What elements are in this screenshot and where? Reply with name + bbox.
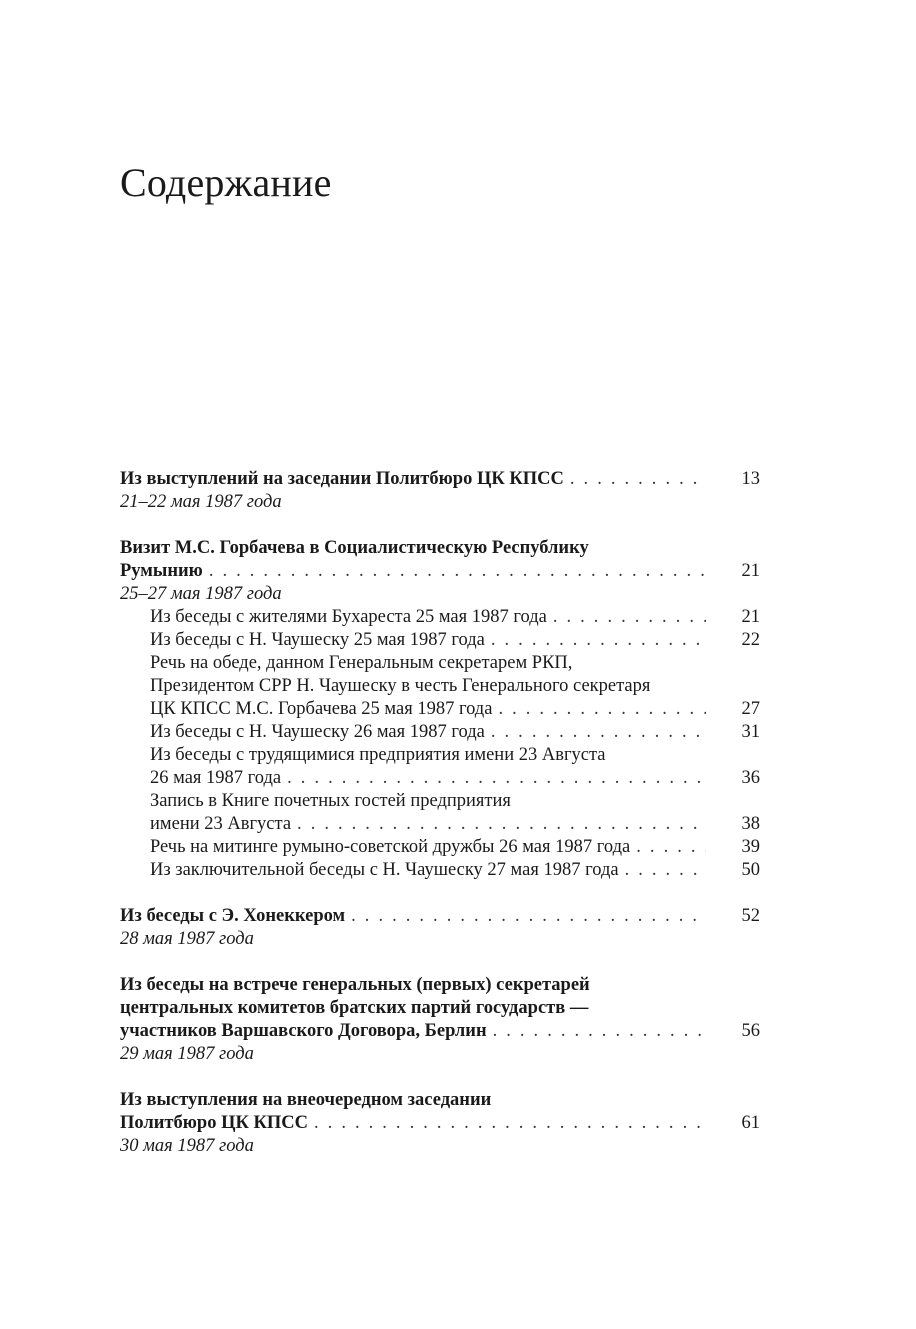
toc-entry-title: Из выступлений на заседании Политбюро ЦК КПСС — [120, 469, 564, 489]
dot-leader — [498, 698, 706, 721]
toc-entry-title: Из заключительной беседы с Н. Чаушеску 27 мая 1987 года — [150, 860, 619, 880]
toc-entry-title: имени 23 Августа — [150, 814, 292, 834]
page-number: 27 — [741, 699, 760, 719]
page-number: 31 — [741, 722, 760, 742]
toc-subentry — [120, 836, 760, 859]
toc-line — [120, 675, 760, 698]
toc-line[interactable] — [120, 859, 760, 882]
toc-line — [120, 974, 760, 997]
page-number: 21 — [741, 607, 760, 627]
toc-line — [120, 790, 760, 813]
dot-leader — [636, 836, 706, 859]
page-number: 22 — [741, 630, 760, 650]
toc-entry-title: Речь на обеде, данном Генеральным секретарем РКП, — [150, 653, 573, 673]
page-number: 52 — [741, 906, 760, 926]
toc-line[interactable] — [120, 836, 760, 859]
toc-entry-title: участников Варшавского Договора, Берлин — [120, 1021, 487, 1041]
toc-line[interactable] — [120, 1020, 760, 1043]
toc-section — [120, 974, 760, 1066]
page-number: 61 — [741, 1113, 760, 1133]
page-number: 36 — [741, 768, 760, 788]
toc-entry-title: центральных комитетов братских партий государств — — [120, 998, 589, 1018]
toc-entry-title: Из беседы с Э. Хонеккером — [120, 906, 346, 926]
toc-line[interactable] — [120, 813, 760, 836]
toc-entry-title: Румынию — [120, 561, 203, 581]
dot-leader — [351, 905, 706, 928]
page-number: 39 — [741, 837, 760, 857]
toc-entry-title: Запись в Книге почетных гостей предприятия — [150, 791, 511, 811]
toc-entry-title: Из выступления на внеочередном заседании — [120, 1090, 492, 1110]
page-number: 50 — [741, 860, 760, 880]
page-title: Содержание — [120, 160, 332, 205]
section-date: 30 мая 1987 года — [120, 1136, 254, 1156]
toc-entry-title: Из беседы с Н. Чаушеску 25 мая 1987 года — [150, 630, 485, 650]
toc-line[interactable] — [120, 606, 760, 629]
toc-line — [120, 997, 760, 1020]
toc-line[interactable] — [120, 1112, 760, 1135]
toc-entry-title: Из беседы с Н. Чаушеску 26 мая 1987 года — [150, 722, 485, 742]
toc-entry-title: Речь на митинге румыно-советской дружбы 26 мая 1987 года — [150, 837, 631, 857]
dot-leader — [209, 560, 706, 583]
dot-leader — [493, 1020, 706, 1043]
toc-entry-title: Визит М.С. Горбачева в Социалистическую Республику — [120, 538, 589, 558]
toc-section — [120, 1089, 760, 1158]
toc-entry-title: Политбюро ЦК КПСС — [120, 1113, 309, 1133]
toc-line — [120, 744, 760, 767]
toc-line — [120, 1089, 760, 1112]
section-date: 25–27 мая 1987 года — [120, 584, 282, 604]
page-number: 56 — [741, 1021, 760, 1041]
toc-entry-title: Из беседы с трудящимися предприятия имени 23 Августа — [150, 745, 606, 765]
table-of-contents — [120, 468, 760, 1181]
page-number: 21 — [741, 561, 760, 581]
section-date: 28 мая 1987 года — [120, 929, 254, 949]
dot-leader — [553, 606, 706, 629]
toc-line[interactable] — [120, 721, 760, 744]
dot-leader — [297, 813, 706, 836]
toc-section — [120, 468, 760, 514]
toc-subentry — [120, 744, 760, 790]
toc-subentry — [120, 790, 760, 836]
toc-subentry — [120, 629, 760, 652]
toc-line[interactable] — [120, 905, 760, 928]
toc-line[interactable] — [120, 698, 760, 721]
dot-leader — [570, 468, 706, 491]
dot-leader — [314, 1112, 706, 1135]
toc-line[interactable] — [120, 767, 760, 790]
toc-entry-title: ЦК КПСС М.С. Горбачева 25 мая 1987 года — [150, 699, 493, 719]
page-number: 38 — [741, 814, 760, 834]
toc-subentry — [120, 721, 760, 744]
page-number: 13 — [741, 469, 760, 489]
toc-subentry — [120, 606, 760, 629]
section-date: 21–22 мая 1987 года — [120, 492, 282, 512]
toc-section — [120, 537, 760, 882]
toc-line — [120, 537, 760, 560]
dot-leader — [491, 721, 706, 744]
section-date: 29 мая 1987 года — [120, 1044, 254, 1064]
toc-line[interactable] — [120, 468, 760, 491]
toc-entry-title: 26 мая 1987 года — [150, 768, 282, 788]
dot-leader — [491, 629, 706, 652]
toc-line[interactable] — [120, 560, 760, 583]
toc-section — [120, 905, 760, 951]
toc-line — [120, 652, 760, 675]
toc-entry-title: Из беседы с жителями Бухареста 25 мая 1987 года — [150, 607, 547, 627]
dot-leader — [625, 859, 706, 882]
toc-entry-title: Президентом СРР Н. Чаушеску в честь Генерального секретаря — [150, 676, 651, 696]
dot-leader — [287, 767, 706, 790]
toc-subentry — [120, 859, 760, 882]
toc-entry-title: Из беседы на встрече генеральных (первых) секретарей — [120, 975, 590, 995]
toc-line[interactable] — [120, 629, 760, 652]
toc-subentry — [120, 652, 760, 721]
